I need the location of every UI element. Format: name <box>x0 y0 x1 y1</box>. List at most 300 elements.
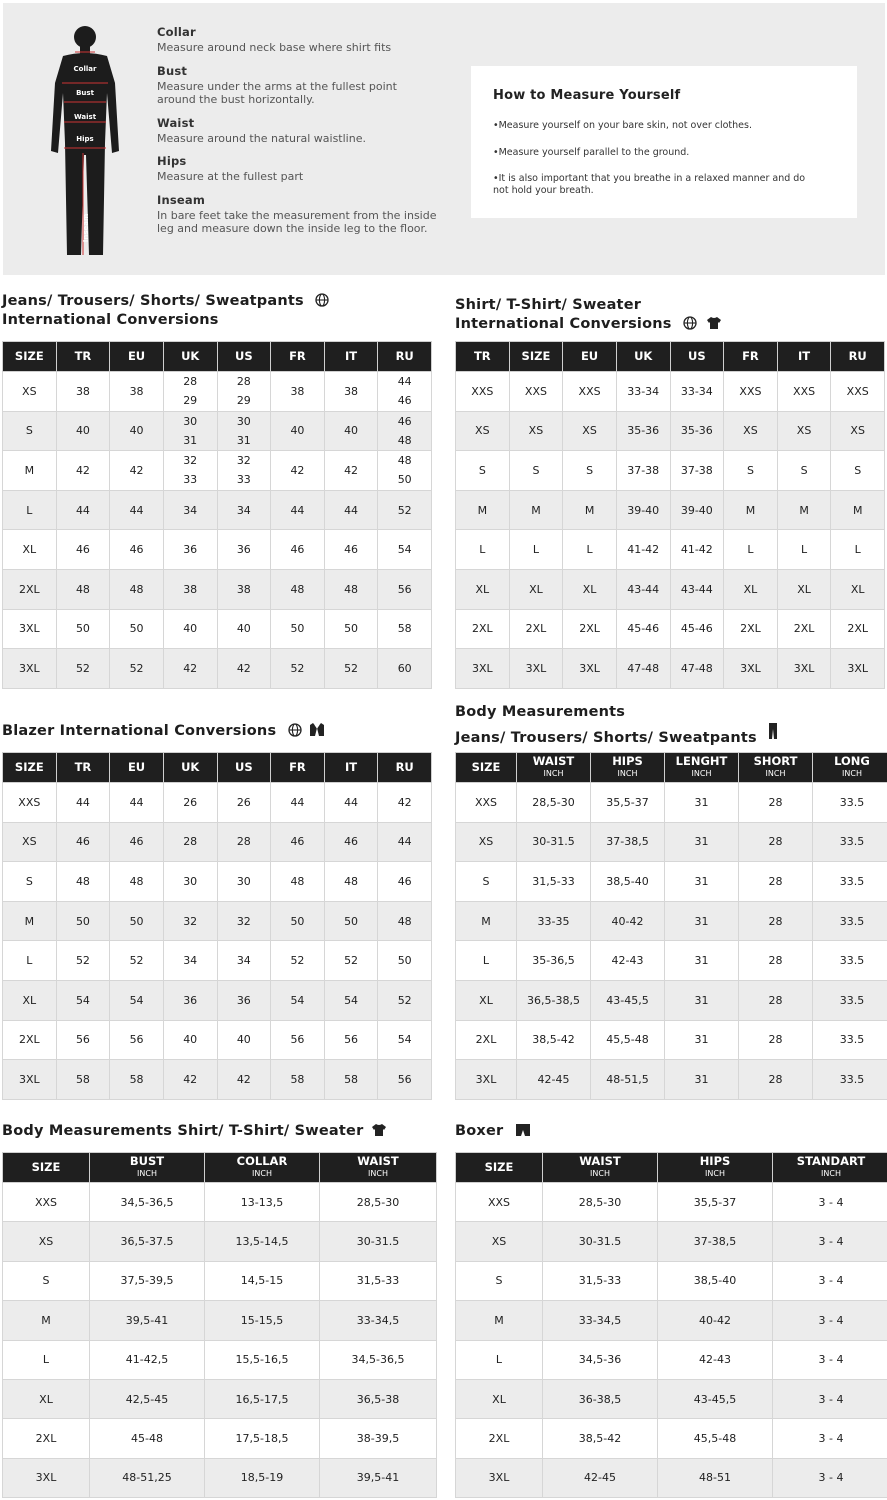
table-cell: 42 <box>56 451 110 491</box>
table-cell: 31,5-33 <box>320 1261 437 1300</box>
table-cell: 42,5-45 <box>90 1379 205 1418</box>
table-cell: 48-51 <box>658 1458 773 1497</box>
table-cell: 42 <box>110 451 164 491</box>
table-cell: 40 <box>110 411 164 451</box>
table-row <box>456 1379 887 1418</box>
table-cell: 42 <box>163 1060 217 1100</box>
table-cell: 32 <box>163 901 217 941</box>
table-cell: 28 <box>739 901 813 941</box>
table-cell: 44 <box>271 783 325 823</box>
table-cell: 46 <box>324 530 378 570</box>
table-cell: 52 <box>56 649 110 689</box>
table-cell: 56 <box>378 569 432 609</box>
table-cell: 46 <box>110 822 164 862</box>
table-cell: 40 <box>163 1020 217 1060</box>
header-unit: INCH <box>137 1169 157 1178</box>
column-header: EU <box>110 753 164 783</box>
header-label: LENGHT <box>675 754 728 768</box>
table-cell: 30 <box>217 862 271 902</box>
table-cell: M <box>509 490 563 530</box>
table-cell: 38 <box>324 372 378 412</box>
cell-line: 31 <box>236 433 251 447</box>
table-cell: 44 <box>324 490 378 530</box>
tshirt-icon <box>706 316 722 330</box>
shirt-conversion-title <box>455 296 722 334</box>
table-cell: S <box>831 451 885 491</box>
table-cell: S <box>563 451 617 491</box>
header-unit: INCH <box>543 769 564 778</box>
figure-label-collar: Collar <box>73 65 97 73</box>
table-cell: 33-34,5 <box>320 1301 437 1340</box>
table-cell: 42 <box>271 451 325 491</box>
table-row <box>3 1340 437 1379</box>
table-cell: 34 <box>217 941 271 981</box>
table-cell: XL <box>777 569 831 609</box>
table-cell: 46 <box>378 862 432 902</box>
table-cell: 34 <box>217 490 271 530</box>
table-cell: 13,5-14,5 <box>205 1222 320 1261</box>
table-cell: 44 <box>324 783 378 823</box>
table-cell: XS <box>724 411 778 451</box>
table-cell: 33-34,5 <box>543 1301 658 1340</box>
column-header <box>205 1153 320 1183</box>
column-header: UK <box>163 753 217 783</box>
table-cell: 33.5 <box>813 980 887 1020</box>
table-cell: 35-36 <box>616 411 670 451</box>
table-row <box>456 862 887 902</box>
table-cell: 38,5-40 <box>658 1261 773 1300</box>
column-header: RU <box>378 342 432 372</box>
table-cell: L <box>724 530 778 570</box>
table-cell <box>163 451 217 491</box>
table-cell: 31 <box>665 783 739 823</box>
table-cell: 45,5-48 <box>591 1020 665 1060</box>
table-cell: 13-13,5 <box>205 1183 320 1222</box>
table-cell: 47-48 <box>670 649 724 689</box>
column-header: UK <box>163 342 217 372</box>
cell-line: 28 <box>183 375 198 389</box>
tip-item: • It is also important that you breathe in a relaxed manner and do not hold your breath. <box>493 173 823 196</box>
table-cell: 35-36,5 <box>517 941 591 981</box>
table-cell: 28 <box>163 822 217 862</box>
table-cell: 34,5-36 <box>543 1340 658 1379</box>
table-cell: XL <box>3 530 57 570</box>
table-cell: 17,5-18,5 <box>205 1419 320 1458</box>
table-row <box>3 1183 437 1222</box>
table-cell: 46 <box>271 822 325 862</box>
figure-label-bust: Bust <box>76 89 94 97</box>
globe-icon <box>288 723 302 737</box>
table-cell: 45-46 <box>670 609 724 649</box>
globe-icon <box>683 316 697 330</box>
table-cell: 42-43 <box>658 1340 773 1379</box>
table-cell: XS <box>831 411 885 451</box>
table-cell: 37-38 <box>616 451 670 491</box>
table-cell: 42-43 <box>591 941 665 981</box>
table-row <box>3 1020 432 1060</box>
table-cell: 43-44 <box>670 569 724 609</box>
table-cell: 34 <box>163 941 217 981</box>
table-cell: 31,5-33 <box>517 862 591 902</box>
table-cell: 38 <box>110 372 164 412</box>
table-cell: 33.5 <box>813 901 887 941</box>
pants-icon <box>768 722 778 740</box>
table-row <box>3 451 432 491</box>
table-cell: 50 <box>56 609 110 649</box>
table-cell: 2XL <box>509 609 563 649</box>
column-header <box>591 753 665 783</box>
table-cell: 31 <box>665 980 739 1020</box>
table-cell: 36 <box>217 980 271 1020</box>
table-cell: 37,5-39,5 <box>90 1261 205 1300</box>
table-cell: S <box>3 1261 90 1300</box>
table-cell: 38 <box>163 569 217 609</box>
header-label: SIZE <box>471 760 501 774</box>
table-row <box>456 783 887 823</box>
table-row <box>456 372 885 412</box>
header-unit: INCH <box>691 769 712 778</box>
table-cell: 48 <box>378 901 432 941</box>
table-cell: 50 <box>271 901 325 941</box>
figure-label-inseam: Inseam <box>82 213 90 243</box>
header-unit: INCH <box>252 1169 272 1178</box>
table-cell: 3XL <box>563 649 617 689</box>
column-header: TR <box>56 342 110 372</box>
tip-item: • Measure yourself parallel to the ground. <box>493 147 823 159</box>
table-cell: 3 - 4 <box>773 1379 887 1418</box>
boxer-title <box>455 1122 531 1141</box>
column-header <box>813 753 887 783</box>
table-cell: XL <box>563 569 617 609</box>
jeans-conversion-table <box>2 341 432 689</box>
column-header: FR <box>724 342 778 372</box>
table-cell: 34 <box>163 490 217 530</box>
table-row <box>456 1020 887 1060</box>
table-cell: 2XL <box>563 609 617 649</box>
blazer-conversion-table <box>2 752 432 1100</box>
table-row <box>456 451 885 491</box>
table-cell: 30-31.5 <box>320 1222 437 1261</box>
table-cell: 2XL <box>831 609 885 649</box>
table-cell: S <box>3 411 57 451</box>
table-cell: L <box>831 530 885 570</box>
table-cell: 46 <box>110 530 164 570</box>
column-header: FR <box>271 753 325 783</box>
header-label: SIZE <box>31 1160 61 1174</box>
table-row <box>3 862 432 902</box>
table-cell: 3XL <box>3 1458 90 1497</box>
column-header: FR <box>271 342 325 372</box>
table-cell: 3XL <box>509 649 563 689</box>
table-cell: XL <box>724 569 778 609</box>
table-cell: 39-40 <box>670 490 724 530</box>
boxer-icon <box>515 1123 531 1137</box>
table-cell: 26 <box>163 783 217 823</box>
table-cell: XL <box>3 1379 90 1418</box>
table-row <box>456 1183 887 1222</box>
cell-line: 32 <box>236 454 251 468</box>
table-row <box>456 901 887 941</box>
title-line: International Conversions <box>2 312 219 328</box>
table-cell <box>378 372 432 412</box>
table-cell <box>378 451 432 491</box>
table-row <box>3 1379 437 1418</box>
table-cell: L <box>777 530 831 570</box>
table-cell: 54 <box>378 1020 432 1060</box>
body-jeans-table <box>455 752 887 1100</box>
table-cell: XL <box>3 980 57 1020</box>
table-cell: 2XL <box>777 609 831 649</box>
table-cell: S <box>456 1261 543 1300</box>
table-row <box>456 609 885 649</box>
table-cell: 37-38 <box>670 451 724 491</box>
table-cell: 30 <box>163 862 217 902</box>
table-cell: 47-48 <box>616 649 670 689</box>
jeans-conversion-title <box>2 292 329 330</box>
table-cell: 2XL <box>3 1419 90 1458</box>
table-cell: 43-45,5 <box>658 1379 773 1418</box>
table-cell: 16,5-17,5 <box>205 1379 320 1418</box>
column-header <box>320 1153 437 1183</box>
cell-line: 46 <box>397 394 412 408</box>
table-cell: XL <box>456 980 517 1020</box>
cell-line: 30 <box>236 414 251 428</box>
table-cell: 46 <box>56 530 110 570</box>
table-row <box>3 783 432 823</box>
table-cell: 30-31.5 <box>517 822 591 862</box>
cell-line: 48 <box>397 454 412 468</box>
table-cell: XXS <box>724 372 778 412</box>
globe-icon <box>315 293 329 307</box>
header-unit: INCH <box>765 769 786 778</box>
table-row <box>3 372 432 412</box>
table-cell: 48 <box>271 862 325 902</box>
figure-label-waist: Waist <box>73 113 97 121</box>
table-cell: 2XL <box>3 1020 57 1060</box>
table-cell: 2XL <box>456 1020 517 1060</box>
table-cell: 31 <box>665 941 739 981</box>
body-shirt-title <box>2 1122 387 1141</box>
cell-line: 31 <box>183 433 198 447</box>
table-cell: 2XL <box>724 609 778 649</box>
table-cell: 38,5-42 <box>517 1020 591 1060</box>
table-cell: 52 <box>110 941 164 981</box>
cell-line: 33 <box>183 473 198 487</box>
column-header <box>3 1153 90 1183</box>
header-label: LONG <box>834 754 870 768</box>
table-cell: 46 <box>56 822 110 862</box>
table-cell: 36,5-37.5 <box>90 1222 205 1261</box>
title-line: International Conversions <box>455 316 672 332</box>
title-line: Jeans/ Trousers/ Shorts/ Sweatpants <box>2 293 304 309</box>
tip-item: • Measure yourself on your bare skin, not over clothes. <box>493 120 823 132</box>
table-cell: 28 <box>739 783 813 823</box>
table-cell: 31 <box>665 1060 739 1100</box>
measurement-guide-panel <box>3 3 885 275</box>
header-label: HIPS <box>699 1154 731 1168</box>
cell-line: 48 <box>397 433 412 447</box>
table-cell: 3 - 4 <box>773 1340 887 1379</box>
table-cell: 48 <box>110 569 164 609</box>
table-cell: XXS <box>831 372 885 412</box>
table-cell: 35,5-37 <box>591 783 665 823</box>
table-cell: 58 <box>324 1060 378 1100</box>
guide-desc: In bare feet take the measurement from the inside leg and measure down the inside leg to the floor. <box>157 208 437 235</box>
table-cell: 15-15,5 <box>205 1301 320 1340</box>
table-cell: 36,5-38,5 <box>517 980 591 1020</box>
blazer-icon <box>309 722 325 737</box>
table-row <box>3 490 432 530</box>
header-unit: INCH <box>705 1169 725 1178</box>
body-jeans-title <box>455 703 778 748</box>
column-header <box>543 1153 658 1183</box>
table-cell <box>163 372 217 412</box>
table-cell: 42-45 <box>543 1458 658 1497</box>
title-line: Boxer <box>455 1123 504 1139</box>
header-label: WAIST <box>532 754 575 768</box>
table-cell: 33.5 <box>813 941 887 981</box>
table-row <box>456 490 885 530</box>
table-cell: 52 <box>324 941 378 981</box>
table-cell: 33.5 <box>813 862 887 902</box>
table-cell: 54 <box>271 980 325 1020</box>
table-cell: 28 <box>739 1060 813 1100</box>
table-cell: 48 <box>324 862 378 902</box>
guide-term: Waist <box>157 115 195 130</box>
title-line: Blazer International Conversions <box>2 723 277 739</box>
table-cell: 37-38,5 <box>658 1222 773 1261</box>
title-line: Shirt/ T-Shirt/ Sweater <box>455 297 642 313</box>
table-cell: 36 <box>217 530 271 570</box>
table-cell: 43-45,5 <box>591 980 665 1020</box>
header-label: SHORT <box>753 754 798 768</box>
table-row <box>3 1458 437 1497</box>
header-label: WAIST <box>579 1154 621 1168</box>
table-cell: S <box>3 862 57 902</box>
table-row <box>3 609 432 649</box>
table-cell: 40 <box>163 609 217 649</box>
table-cell: 28,5-30 <box>320 1183 437 1222</box>
table-cell: 56 <box>378 1060 432 1100</box>
table-row <box>456 822 887 862</box>
body-figure-illustration <box>45 23 125 263</box>
header-unit: INCH <box>842 769 862 778</box>
table-cell: 3 - 4 <box>773 1419 887 1458</box>
table-cell: 31 <box>665 1020 739 1060</box>
title-line: Body Measurements <box>455 704 626 720</box>
table-cell: M <box>456 490 510 530</box>
cell-line: 46 <box>397 414 412 428</box>
table-row <box>456 1458 887 1497</box>
table-cell: 58 <box>56 1060 110 1100</box>
table-cell: 3XL <box>3 1060 57 1100</box>
table-cell: 42 <box>324 451 378 491</box>
table-cell: 33-35 <box>517 901 591 941</box>
header-label: WAIST <box>357 1154 399 1168</box>
table-cell: 48 <box>56 569 110 609</box>
table-cell: 50 <box>110 901 164 941</box>
title-line: Jeans/ Trousers/ Shorts/ Sweatpants <box>455 730 757 746</box>
table-cell: XXS <box>456 372 510 412</box>
table-cell: 14,5-15 <box>205 1261 320 1300</box>
table-cell: 36 <box>163 530 217 570</box>
table-cell: 30-31.5 <box>543 1222 658 1261</box>
column-header: US <box>217 342 271 372</box>
table-cell: M <box>563 490 617 530</box>
header-unit: INCH <box>821 1169 841 1178</box>
table-row <box>3 1419 437 1458</box>
cell-line: 32 <box>183 454 198 468</box>
table-cell: 38 <box>56 372 110 412</box>
table-cell: 48 <box>110 862 164 902</box>
table-cell: 52 <box>56 941 110 981</box>
table-cell: 40 <box>56 411 110 451</box>
table-cell: M <box>3 901 57 941</box>
table-cell: 33.5 <box>813 1060 887 1100</box>
table-cell: 40 <box>217 609 271 649</box>
table-cell: 28 <box>739 980 813 1020</box>
table-row <box>456 1340 887 1379</box>
table-cell: 42 <box>163 649 217 689</box>
table-cell: 50 <box>324 609 378 649</box>
column-header: TR <box>56 753 110 783</box>
table-cell: 50 <box>271 609 325 649</box>
header-label: SIZE <box>484 1160 514 1174</box>
column-header <box>773 1153 887 1183</box>
table-cell: XL <box>456 1379 543 1418</box>
column-header <box>456 753 517 783</box>
table-cell: XXS <box>456 783 517 823</box>
column-header: UK <box>616 342 670 372</box>
cell-line: 50 <box>397 473 412 487</box>
table-cell: 46 <box>271 530 325 570</box>
table-row <box>3 941 432 981</box>
table-cell: L <box>456 530 510 570</box>
guide-desc: Measure around neck base where shirt fits <box>157 41 392 54</box>
table-cell: 33.5 <box>813 1020 887 1060</box>
measurement-definitions <box>157 25 437 245</box>
table-cell: XS <box>563 411 617 451</box>
table-cell: M <box>3 451 57 491</box>
table-cell: L <box>509 530 563 570</box>
table-cell: 52 <box>324 649 378 689</box>
guide-desc: Measure around the natural waistline. <box>157 131 366 145</box>
table-cell: 3XL <box>831 649 885 689</box>
column-header: SIZE <box>3 753 57 783</box>
table-cell: 48-51,25 <box>90 1458 205 1497</box>
table-cell: 44 <box>56 783 110 823</box>
table-cell: M <box>456 1301 543 1340</box>
table-cell: 54 <box>110 980 164 1020</box>
table-cell: XS <box>777 411 831 451</box>
table-cell: 3 - 4 <box>773 1183 887 1222</box>
table-cell: L <box>3 941 57 981</box>
cell-line: 28 <box>236 375 251 389</box>
table-cell: M <box>456 901 517 941</box>
how-to-measure-card <box>471 66 857 218</box>
table-cell: 56 <box>56 1020 110 1060</box>
table-cell: 46 <box>324 822 378 862</box>
table-cell: 54 <box>324 980 378 1020</box>
header-unit: INCH <box>617 769 638 778</box>
table-cell: M <box>777 490 831 530</box>
table-cell: 45-48 <box>90 1419 205 1458</box>
table-cell: 28,5-30 <box>543 1183 658 1222</box>
table-cell: S <box>456 451 510 491</box>
table-row <box>456 1261 887 1300</box>
table-row <box>3 901 432 941</box>
column-header: IT <box>324 342 378 372</box>
